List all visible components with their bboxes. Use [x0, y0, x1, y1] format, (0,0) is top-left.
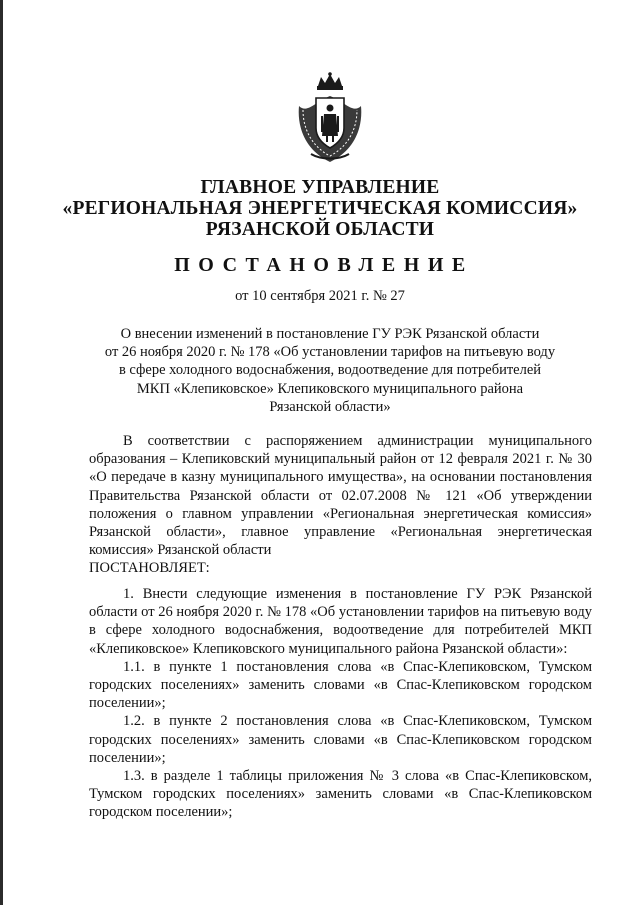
document-subject-title [90, 325, 570, 416]
document-header [0, 177, 640, 240]
org-name-line2: «РЕГИОНАЛЬНАЯ ЭНЕРГЕТИЧЕСКАЯ КОМИССИЯ» [62, 198, 578, 219]
item-1-2: 1.2. в пункте 2 постановления слова «в Спас-Клепиковском, Тумском городских поселениях» заменить словами «в Спас-Клепиковском городском поселении»; [89, 713, 592, 766]
org-name-line1: ГЛАВНОЕ УПРАВЛЕНИЕ [200, 177, 440, 198]
subject-line: О внесении изменений в постановление ГУ РЭК Рязанской области [120, 326, 540, 342]
page-left-edge [0, 0, 3, 905]
preamble-paragraph: В соответствии с распоряжением администрации муниципального образования – Клепиковский муниципальный район от 12 февраля 2021 г. № 30 «О передаче в казну муниципального имущества», на основании постановления Правительства Рязанской области от 02.07.2008 № 121 «Об утверждении положения о главном управлении «Региональная энергетическая комиссия» Рязанской области», главное управление «Региональная энергетическая комиссия» Рязанской области [89, 433, 592, 559]
resolution-items [89, 585, 592, 822]
subject-line: Рязанской области» [269, 398, 391, 415]
subject-line: от 26 ноября 2020 г. № 178 «Об установлении тарифов на питьевую воду [104, 344, 556, 361]
preamble-section [89, 432, 592, 578]
item-1-1: 1.1. в пункте 1 постановления слова «в Спас-Клепиковском, Тумском городских поселениях» заменить словами «в Спас-Клепиковском городском поселении»; [89, 658, 592, 712]
org-name-line3: РЯЗАНСКОЙ ОБЛАСТИ [205, 219, 435, 240]
document-date-number: от 10 сентября 2021 г. № 27 [235, 288, 405, 304]
item-1: 1. Внести следующие изменения в постановление ГУ РЭК Рязанской области от 26 ноября 2020 г. № 178 «Об установлении тарифов на питьевую воду в сфере холодного водоснабжения, водоотведение для потребителей МКП «Клепиковское» Клепиковского муниципального района Рязанской области»: [89, 586, 592, 657]
document-type-title: ПОСТАНОВЛЕНИЕ [174, 254, 474, 276]
resolves-label: ПОСТАНОВЛЯЕТ: [89, 560, 210, 577]
item-1-3: 1.3. в разделе 1 таблицы приложения № 3 слова «в Спас-Клепиковском, Тумском городских поселениях» заменить словами «в Спас-Клепиковском городском поселении»; [89, 768, 592, 821]
subject-line: в сфере холодного водоснабжения, водоотведение для потребителей [118, 362, 542, 379]
subject-line: МКП «Клепиковское» Клепиковского муниципального района [136, 380, 524, 397]
coat-of-arms-icon [291, 72, 369, 167]
